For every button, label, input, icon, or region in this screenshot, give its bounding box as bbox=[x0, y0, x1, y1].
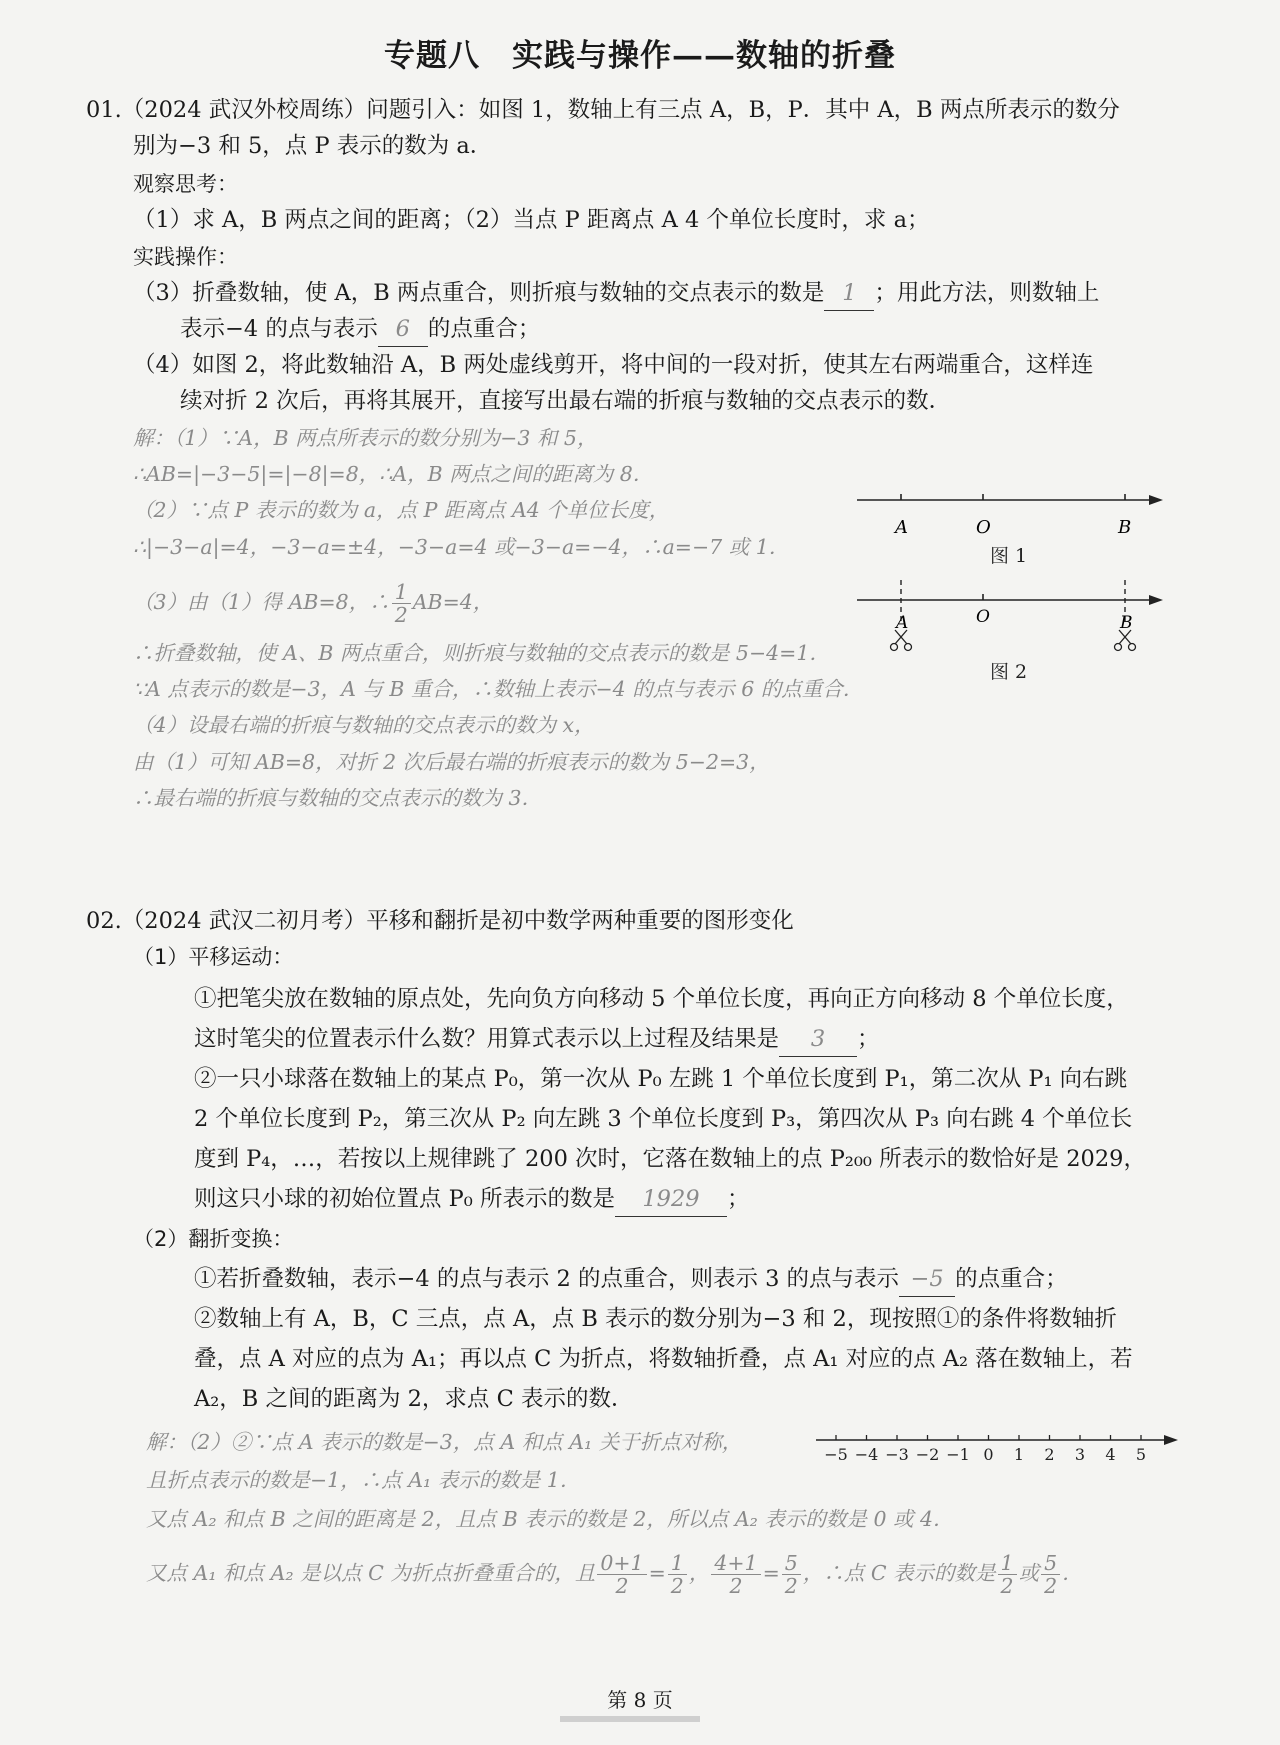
q1-intro-line2: 别为−3 和 5，点 P 表示的数为 a． bbox=[133, 133, 493, 159]
q2-solution-line: 解：（2）②∵点 A 表示的数是−3，点 A 和点 A₁ 关于折点对称， bbox=[146, 1430, 743, 1454]
q2-p2-2-line2: 叠，点 A 对应的点为 A₁；再以点 C 为折点，将数轴折叠，点 A₁ 对应的点 A₂ 落在数轴上，若 bbox=[194, 1346, 1133, 1372]
fraction: $\frac{1}{2}$ bbox=[392, 581, 411, 626]
figure-1-caption: 图 1 bbox=[990, 545, 1028, 567]
number-line-tick-label: −3 bbox=[885, 1445, 909, 1464]
q1-solution-line: ∴折叠数轴，使 A、B 两点重合，则折痕与数轴的交点表示的数是 5−4=1． bbox=[133, 641, 830, 665]
q2-source: （2024 武汉二初月考） bbox=[121, 908, 367, 934]
q1-solution-line: 由（1）可知 AB=8，对折 2 次后最右端的折痕表示的数为 5−2=3， bbox=[133, 750, 770, 774]
q2-intro-line bbox=[86, 904, 794, 938]
q1-solution-line: ∴|−3−a|=4，−3−a=±4，−3−a=4 或−3−a=−4，∴a=−7 或 1． bbox=[133, 535, 790, 559]
q1-question-4-line1: （4）如图 2，将此数轴沿 A，B 两处虚线剪开，将中间的一段对折，使其左右两端重合，这样连 bbox=[133, 352, 1094, 378]
q2-p1-2-line3: 度到 P₄，…，若按以上规律跳了 200 次时，它落在数轴上的点 P₂₀₀ 所表示的数恰好是 2029， bbox=[194, 1146, 1146, 1172]
page-title: 专题八 实践与操作——数轴的折叠 bbox=[384, 38, 896, 74]
q2-p2-1-line: ①若折叠数轴，表示−4 的点与表示 2 的点重合，则表示 3 的点与表示 −5 的点重合； bbox=[194, 1262, 1068, 1297]
fig2-label-a: A bbox=[896, 613, 909, 633]
fraction: $\frac{1}{2}$ bbox=[998, 1552, 1017, 1597]
fig1-label-o: O bbox=[976, 517, 991, 538]
q2-solution-line: 又点 A₂ 和点 B 之间的距离是 2，且点 B 表示的数是 2，所以点 A₂ 表示的数是 0 或 4． bbox=[146, 1507, 954, 1531]
number-line-tick-label: −5 bbox=[824, 1445, 848, 1464]
q1-solution-line: ∵A 点表示的数是−3，A 与 B 重合，∴数轴上表示−4 的点与表示 6 的点重合． bbox=[133, 677, 864, 701]
q1-practice-heading: 实践操作： bbox=[133, 245, 238, 269]
q1-solution-line-3: （3）由（1）得 AB=8，∴ $\frac{1}{2}$ AB=4， bbox=[133, 580, 494, 627]
q2-p1-2-line2: 2 个单位长度到 P₂，第三次从 P₂ 向左跳 3 个单位长度到 P₃，第四次从 P₃ 向右跳 4 个单位长 bbox=[194, 1106, 1133, 1132]
q2-number-line bbox=[814, 1430, 1184, 1480]
fig1-label-b: B bbox=[1118, 517, 1132, 538]
page-number: 第 8 页 bbox=[607, 1688, 673, 1712]
q2-p1-1-line2: 这时笔尖的位置表示什么数？用算式表示以上过程及结果是 3 ； bbox=[194, 1022, 880, 1057]
q1-solution-line: （4）设最右端的折痕与数轴的交点表示的数为 x， bbox=[133, 713, 595, 737]
q2-solution-line: 且折点表示的数是−1，∴点 A₁ 表示的数是 1． bbox=[146, 1468, 581, 1492]
q1-observe-heading: 观察思考： bbox=[133, 172, 238, 196]
q2-p1-1-line1: ①把笔尖放在数轴的原点处，先向负方向移动 5 个单位长度，再向正方向移动 8 个单位长度， bbox=[194, 986, 1129, 1012]
number-line-tick-label: 3 bbox=[1074, 1445, 1086, 1464]
q2-p2-2-line1: ②数轴上有 A，B，C 三点，点 A，点 B 表示的数分别为−3 和 2，现按照①的条件将数轴折 bbox=[194, 1306, 1117, 1332]
number-line-tick-label: 4 bbox=[1105, 1445, 1116, 1464]
figure-2-caption: 图 2 bbox=[990, 661, 1028, 683]
number-line-tick-label: −1 bbox=[946, 1445, 970, 1464]
scissors-icon bbox=[891, 630, 912, 651]
number-line-tick-label: 5 bbox=[1135, 1445, 1147, 1464]
fraction: $\frac{5}{2}$ bbox=[782, 1552, 801, 1597]
q1-question-3-line2: 表示−4 的点与表示 6 的点重合； bbox=[180, 312, 540, 347]
q1-solution-line: ∴最右端的折痕与数轴的交点表示的数为 3． bbox=[133, 786, 543, 810]
q2-part1-heading: （1）平移运动： bbox=[133, 945, 294, 969]
number-line-tick-label: −2 bbox=[915, 1445, 940, 1464]
fraction: $\frac{4+1}{2}$ bbox=[711, 1552, 760, 1597]
figure-2-number-line bbox=[855, 578, 1165, 658]
q2-p2-1-answer-blank: −5 bbox=[899, 1262, 955, 1297]
fraction: $\frac{0+1}{2}$ bbox=[597, 1552, 646, 1597]
q1-source: （2024 武汉外校周练） bbox=[121, 97, 367, 123]
fig2-label-b: B bbox=[1120, 613, 1133, 633]
q2-p1-2-answer-blank: 1929 bbox=[615, 1182, 727, 1217]
q1-q3-second-answer-blank: 6 bbox=[378, 312, 428, 347]
q2-p1-1-answer-blank: 3 bbox=[779, 1022, 857, 1057]
q2-part2-heading: （2）翻折变换： bbox=[133, 1227, 294, 1251]
footer-divider bbox=[560, 1716, 700, 1722]
q1-solution-line: （2）∵点 P 表示的数为 a，点 P 距离点 A4 个单位长度， bbox=[133, 498, 670, 522]
q2-number: 02. bbox=[86, 908, 122, 934]
number-line-tick-label: 1 bbox=[1013, 1445, 1025, 1464]
fraction: $\frac{1}{2}$ bbox=[668, 1552, 687, 1597]
q1-number: 01. bbox=[86, 97, 122, 123]
q1-question-3-line1: （3）折叠数轴，使 A，B 两点重合，则折痕与数轴的交点表示的数是 1 ；用此方法，则数轴上 bbox=[133, 276, 1099, 311]
number-line-tick-label: 0 bbox=[983, 1445, 994, 1464]
q1-q3-answer-blank: 1 bbox=[824, 276, 874, 311]
q1-intro-line1 bbox=[86, 93, 1120, 127]
number-line-tick-label: −4 bbox=[854, 1445, 879, 1464]
number-line-tick-label: 2 bbox=[1044, 1445, 1055, 1464]
q1-solution-line: 解：（1）∵A，B 两点所表示的数分别为−3 和 5， bbox=[133, 426, 598, 450]
q2-p1-2-line1: ②一只小球落在数轴上的某点 P₀，第一次从 P₀ 左跳 1 个单位长度到 P₁，第二次从 P₁ 向右跳 bbox=[194, 1066, 1128, 1092]
q2-p1-2-line4: 则这只小球的初始位置点 P₀ 所表示的数是 1929 ； bbox=[194, 1182, 749, 1217]
q2-intro: 平移和翻折是初中数学两种重要的图形变化 bbox=[366, 908, 794, 934]
q1-questions-1-2: （1）求 A，B 两点之间的距离；（2）当点 P 距离点 A 4 个单位长度时，求 a； bbox=[133, 207, 930, 233]
fig2-label-o: O bbox=[976, 607, 990, 627]
scissors-icon bbox=[1115, 630, 1136, 651]
fig1-label-a: A bbox=[895, 517, 908, 538]
q1-solution-line: ∴AB=|−3−5|=|−8|=8，∴A，B 两点之间的距离为 8． bbox=[133, 462, 654, 486]
fraction: $\frac{5}{2}$ bbox=[1041, 1552, 1060, 1597]
q1-question-4-line2: 续对折 2 次后，再将其展开，直接写出最右端的折痕与数轴的交点表示的数． bbox=[180, 388, 952, 414]
q1-intro: 问题引入：如图 1，数轴上有三点 A，B，P．其中 A，B 两点所表示的数分 bbox=[366, 97, 1120, 123]
q2-p2-2-line3: A₂，B 之间的距离为 2，求点 C 表示的数． bbox=[194, 1386, 634, 1412]
q2-solution-last-line: 又点 A₁ 和点 A₂ 是以点 C 为折点折叠重合的，且 $\frac{0+1}{2}$ = $\frac{1}{2}$ ， $\frac{4+1}{2}$ = $\frac{5}{2}$ ，∴点 C 表示的数是 $\frac{1}{2}$ 或 $\frac{5}{2}$ ． bbox=[146, 1551, 1083, 1598]
